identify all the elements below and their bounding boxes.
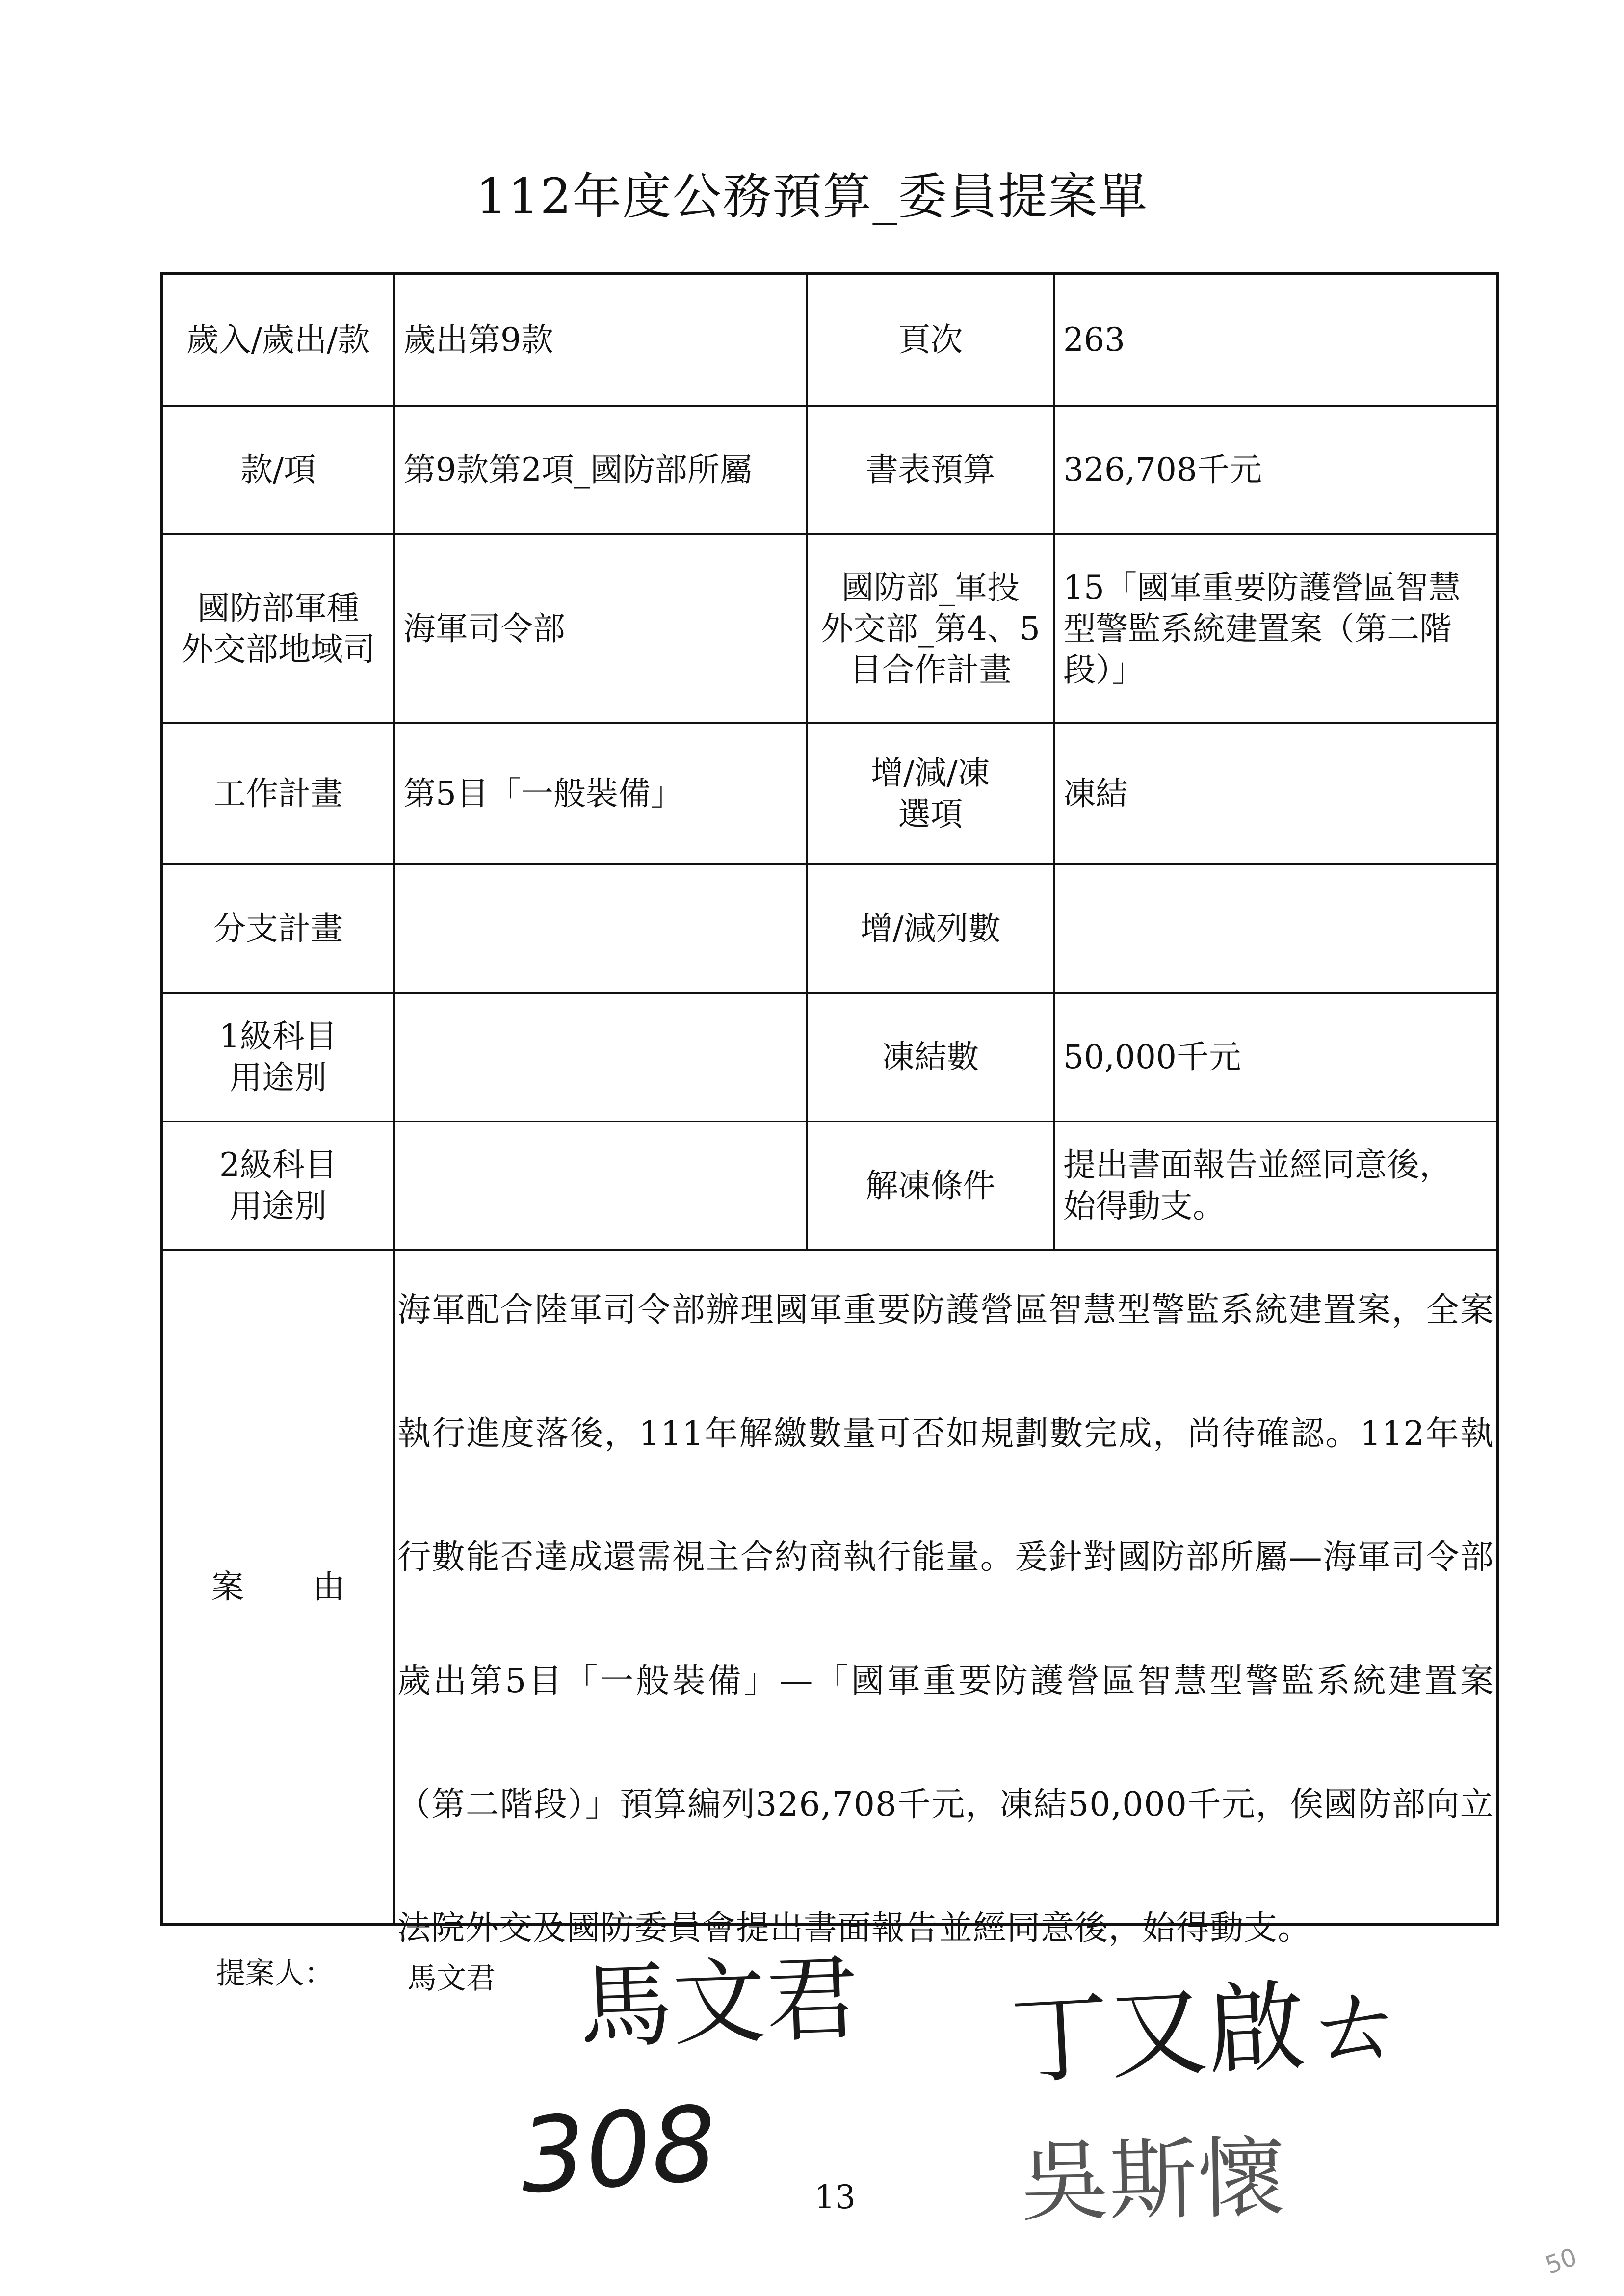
label-freeze-amount: 凍結數 <box>882 1038 979 1076</box>
page-number: 13 <box>814 2178 856 2216</box>
label-work-plan: 工作計畫 <box>213 775 343 812</box>
value-work-plan: 第5目「一般裝備」 <box>403 775 683 812</box>
label-section-item: 款/項 <box>240 451 316 489</box>
signature-4: 吳斯懷 <box>1020 2127 1287 2234</box>
label-option: 增/減/凍 選項 <box>871 754 990 833</box>
proposer-name: 馬文君 <box>407 1961 496 1996</box>
label-page: 頁次 <box>898 320 963 359</box>
page-title: 112年度公務預算_委員提案單 <box>475 168 1149 225</box>
label-branch-plan: 分支計畫 <box>213 910 343 947</box>
label-military-branch: 國防部軍種 外交部地域司 <box>181 589 375 668</box>
value-unfreeze-condition: 提出書面報告並經同意後， 始得動支。 <box>1063 1146 1452 1225</box>
value-option: 凍結 <box>1063 775 1128 812</box>
label-level2-subject: 2級科目 用途別 <box>219 1146 337 1225</box>
value-investment-plan: 15「國軍重要防護營區智慧 型警監系統建置案（第二階 段）」 <box>1063 568 1461 689</box>
value-budget: 326,708千元 <box>1063 451 1262 489</box>
reason-text: 海軍配合陸軍司令部辦理國軍重要防護營區智慧型警監系統建置案，全案執行進度落後，111年解繳數量可否如規劃數完成，尚待確認。112年執行數能否達成還需視主合約商執行能量。爰針對國防部所屬—海軍司令部歲出第5目「一般裝備」—「國軍重要防護營區智慧型警監系統建置案（第二階段）」預算編列326,708千元，凍結50,000千元，俟國防部向立法院外交及國防委員會提出書面報告並經同意後，始得動支。 <box>397 1291 1494 1948</box>
value-level1-subject <box>395 994 806 1121</box>
value-level2-subject <box>395 1122 806 1249</box>
value-section-item: 第9款第2項_國防部所屬 <box>403 451 752 489</box>
label-revenue-expenditure: 歲入/歲出/款 <box>186 320 370 359</box>
label-adjust-amount: 增/減列數 <box>860 910 1001 947</box>
margin-mark: 50 <box>1542 2242 1581 2280</box>
label-investment-plan: 國防部_軍投 外交部_第4、5 目合作計畫 <box>821 568 1040 689</box>
value-revenue-expenditure: 歲出第9款 <box>403 320 553 359</box>
value-page: 263 <box>1063 320 1125 359</box>
label-budget: 書表預算 <box>865 451 995 489</box>
value-military-branch: 海軍司令部 <box>403 609 565 648</box>
signature-3: 308 <box>516 2083 721 2217</box>
value-freeze-amount: 50,000千元 <box>1063 1038 1241 1076</box>
proposer-label: 提案人： <box>216 1957 334 1991</box>
value-adjust-amount <box>1055 865 1496 992</box>
signature-1: 馬文君 <box>577 1944 861 2062</box>
value-branch-plan <box>395 865 806 992</box>
label-level1-subject: 1級科目 用途別 <box>219 1018 337 1096</box>
label-reason: 案 由 <box>211 1568 345 1606</box>
label-unfreeze-condition: 解凍條件 <box>865 1167 995 1204</box>
signature-2: 丁又啟ㄊ <box>1008 1964 1407 2099</box>
